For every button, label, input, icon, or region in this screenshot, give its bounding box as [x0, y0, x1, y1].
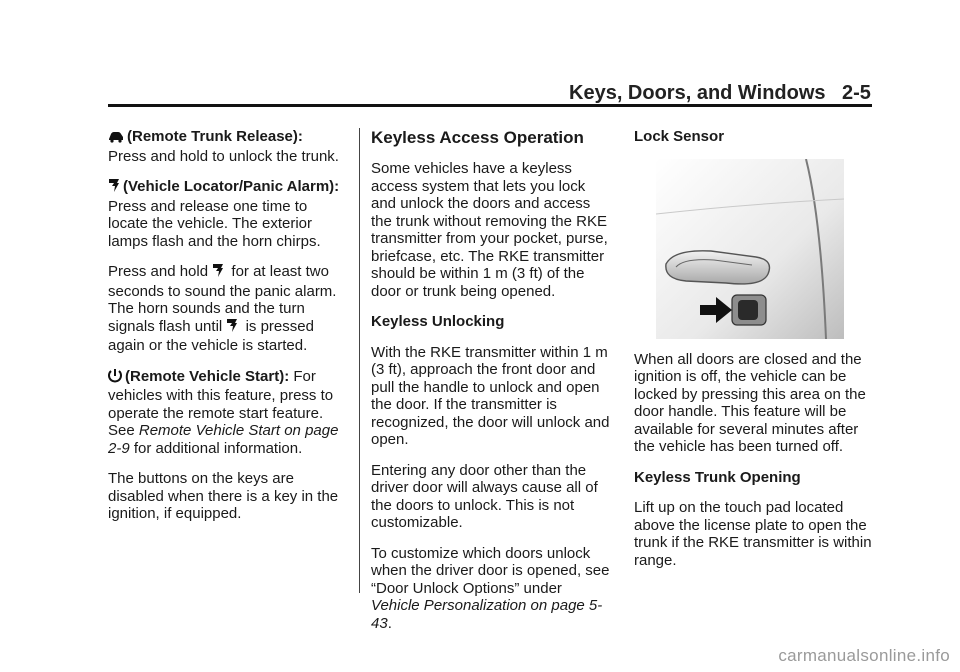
horn-icon: [108, 178, 120, 198]
remote-start-icon: [108, 368, 122, 388]
trunk-release-label: (Remote Trunk Release):: [127, 128, 303, 145]
column-divider: [359, 128, 360, 593]
lock-sensor-subheading: Lock Sensor: [634, 128, 725, 145]
vehicle-locator-paragraph: [108, 178, 348, 250]
customize-paragraph: [371, 545, 611, 633]
trunk-release-text: Press and hold to unlock the trunk.: [108, 147, 339, 165]
column-1: [108, 128, 348, 536]
trunk-release-paragraph: [108, 128, 348, 165]
lock-sensor-text: When all doors are closed and the ignition is off, the vehicle can be locked by pressing this area on the door handle. This feature will be available for several minutes after the vehicle has been turned off.: [634, 350, 866, 455]
keyless-trunk-text: Lift up on the touch pad located above the license plate to open the trunk if the RKE transmitter is within range.: [634, 499, 872, 569]
panic-alarm-paragraph: [108, 263, 348, 355]
door-handle-illustration: [656, 159, 844, 339]
vehicle-locator-label: (Vehicle Locator/Panic Alarm):: [123, 178, 340, 195]
panic-text-1: Press and hold: [108, 263, 209, 280]
remote-start-text-2: for additional information.: [133, 439, 303, 457]
column-2: [371, 128, 611, 645]
remote-start-paragraph: [108, 368, 348, 458]
keyless-unlocking-subheading: Keyless Unlocking: [371, 313, 505, 330]
vehicle-personalization-link[interactable]: Vehicle Personalization on page 5-43: [371, 597, 603, 632]
keyless-unlocking-text: With the RKE transmitter within 1 m (3 ft), approach the front door and pull the handle to unlock and open the door. If the transmitter is recognized, the door will unlock and open.: [371, 343, 610, 448]
customize-text: To customize which doors unlock when the driver door is opened, see “Door Unlock Options” under: [371, 544, 610, 597]
keyless-access-heading: Keyless Access Operation: [371, 128, 584, 147]
section-title: Keys, Doors, and Windows: [569, 82, 826, 104]
trunk-icon: [108, 130, 124, 148]
panic-text-2: for at least two seconds to sound the panic alarm. The horn sounds and the turn signals flash until: [108, 263, 337, 335]
remote-start-label: (Remote Vehicle Start):: [125, 367, 290, 385]
customize-end: .: [387, 614, 392, 632]
vehicle-locator-text: Press and release one time to locate the vehicle. The exterior lamps flash and the horn chirps.: [108, 197, 321, 250]
remote-start-link[interactable]: Remote Vehicle Start on page 2-9: [108, 422, 339, 457]
other-doors-text: Entering any door other than the driver door will always cause all of the doors to unlock. This is not customizable.: [371, 461, 598, 531]
keyless-trunk-subheading: Keyless Trunk Opening: [634, 468, 801, 486]
page-number: 2-5: [842, 82, 871, 104]
panic-text-3: is pressed again or the vehicle is started.: [108, 317, 314, 354]
buttons-note: The buttons on the keys are disabled when there is a key in the ignition, if equipped.: [108, 470, 339, 522]
horn-icon: [226, 318, 238, 338]
remote-start-text: For vehicles with this feature, press to operate the remote start feature. See: [108, 367, 334, 439]
column-3: [634, 128, 874, 582]
page-header: [0, 0, 960, 110]
watermark: carmanualsonline.info: [778, 646, 950, 665]
horn-icon: [212, 263, 224, 283]
header-rule: [108, 104, 872, 107]
keyless-intro: Some vehicles have a keyless access system that lets you lock and unlock the doors and access the trunk without removing the RKE transmitter from your pocket, purse, briefcase, etc. The RKE transmitter should be within 1 m (3 ft) of the door or trunk being opened.: [371, 160, 608, 300]
